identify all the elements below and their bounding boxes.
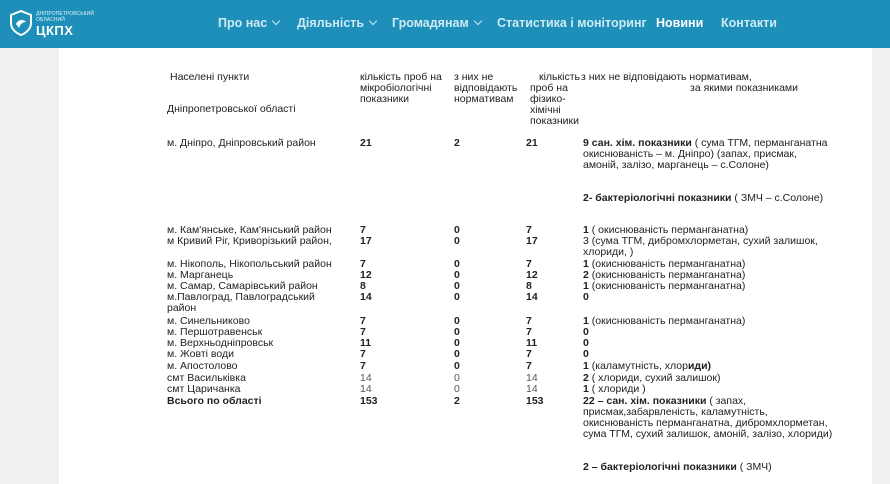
row-detail: 1 ( окиснюваність перманганатна) [583, 224, 749, 236]
row-micro: 14 [360, 383, 372, 395]
row-not-met: 0 [454, 315, 460, 327]
row-micro: 7 [360, 326, 366, 338]
header-micro: показники [360, 93, 410, 105]
header-chem: проб на [530, 82, 568, 94]
row-name: м Кривий Ріг, Криворізький район, [167, 235, 332, 247]
nav-label: Статистика і моніторинг [497, 16, 647, 30]
row-micro: 7 [360, 360, 366, 372]
nav-item-activity[interactable] [297, 16, 376, 30]
row-detail: 0 [583, 326, 589, 338]
row-micro: 11 [360, 337, 372, 349]
row-not-met: 0 [454, 258, 460, 270]
row-total-detail: окиснюваність перманганатна, дибромхлорметан, [583, 417, 828, 429]
row-name: м. Нікополь, Нікопольський район [167, 258, 332, 270]
row-not-met: 0 [454, 280, 460, 292]
nav-label: Громадянам [392, 16, 469, 30]
chevron-down-icon [369, 17, 377, 25]
logo-title: ЦКПХ [36, 23, 74, 38]
header-micro: кількість проб на [360, 71, 442, 83]
row-micro: 21 [360, 137, 372, 149]
header-not-met: відповідають [454, 82, 518, 94]
row-total-micro: 153 [360, 395, 378, 407]
row-name: м. Верхньодніпровськ [167, 337, 274, 349]
row-detail: амоній, залізо, марганець – с.Солоне) [583, 159, 769, 171]
row-micro: 14 [360, 372, 372, 384]
nav-item-about[interactable] [218, 16, 279, 30]
header-not-met: нормативам [454, 93, 514, 105]
row-chem: 14 [526, 372, 538, 384]
row-not-met: 0 [454, 372, 460, 384]
nav-label: Контакти [721, 16, 777, 30]
row-name: смт Царичанка [167, 383, 241, 395]
row-not-met: 0 [454, 383, 460, 395]
header-settlements: Населені пункти [170, 71, 250, 83]
row-name: м. Жовті води [167, 348, 234, 360]
row-chem: 7 [526, 326, 532, 338]
header-micro: мікробіологічні [360, 82, 432, 94]
row-detail: 9 сан. хім. показники ( сума ТГМ, перманганатна [583, 137, 828, 149]
row-detail: окиснюваність – м. Дніпро) (запах, присмак, [583, 148, 797, 160]
row-total-not-met: 2 [454, 395, 460, 407]
row-chem: 7 [526, 360, 532, 372]
row-detail: 3 (сума ТГМ, дибромхлорметан, сухий залишок, [583, 235, 818, 247]
header-which-indicators: з них не відповідають нормативам, [581, 71, 752, 83]
row-not-met: 2 [454, 137, 460, 149]
row-not-met: 0 [454, 291, 460, 303]
header-settlements-region: Дніпропетровської області [167, 103, 296, 115]
header-not-met: з них не [454, 71, 494, 83]
row-micro: 7 [360, 224, 366, 236]
row-detail-bacterio: 2- бактеріологічні показники ( ЗМЧ – с.Солоне) [583, 192, 824, 204]
nav-item-contacts[interactable] [721, 16, 777, 30]
row-name: смт Васильківка [167, 372, 246, 384]
nav-item-statistics[interactable] [497, 16, 647, 30]
row-name: м.Павлоград, Павлоградський [167, 291, 315, 303]
row-micro: 7 [360, 315, 366, 327]
row-not-met: 0 [454, 269, 460, 281]
row-detail: хлориди, ) [583, 246, 634, 258]
article-content [59, 48, 872, 484]
row-micro: 7 [360, 258, 366, 270]
row-detail: 1 (окиснюваність перманганатна) [583, 258, 746, 270]
row-detail: 1 (окиснюваність перманганатна) [583, 315, 746, 327]
row-chem: 8 [526, 280, 532, 292]
row-name: м. Першотравенськ [167, 326, 263, 338]
site-logo[interactable] [10, 8, 95, 40]
row-chem: 11 [526, 337, 538, 349]
row-not-met: 0 [454, 224, 460, 236]
row-detail: 1 ( хлориди ) [583, 383, 646, 395]
row-chem: 7 [526, 224, 532, 236]
top-navigation-bar [0, 0, 890, 48]
nav-item-news[interactable] [656, 16, 703, 30]
row-chem: 7 [526, 258, 532, 270]
row-total-name: Всього по області [167, 395, 262, 407]
row-micro: 8 [360, 280, 366, 292]
row-micro: 14 [360, 291, 372, 303]
row-chem: 21 [526, 137, 538, 149]
header-chem: фізико- [530, 93, 566, 105]
row-chem: 14 [526, 291, 538, 303]
row-total-detail-bacterio: 2 – бактеріологічні показники ( ЗМЧ) [583, 461, 772, 473]
row-not-met: 0 [454, 360, 460, 372]
row-detail: 0 [583, 291, 589, 303]
row-name: м. Апостолово [167, 360, 238, 372]
chevron-down-icon [473, 17, 481, 25]
row-detail: 0 [583, 337, 589, 349]
row-chem: 7 [526, 348, 532, 360]
row-chem: 12 [526, 269, 538, 281]
row-micro: 12 [360, 269, 372, 281]
row-total-chem: 153 [526, 395, 544, 407]
row-chem: 14 [526, 383, 538, 395]
logo-subtitle: ДНІПРОПЕТРОВСЬКИЙ ОБЛАСНИЙ [36, 11, 95, 23]
row-detail: 2 ( хлориди, сухий залишок) [583, 372, 721, 384]
header-which-indicators: за якими показниками [690, 82, 799, 94]
row-micro: 17 [360, 235, 372, 247]
nav-item-citizens[interactable] [392, 16, 481, 30]
row-total-detail: присмак,забарвленість, каламутність, [583, 406, 768, 418]
row-name: м. Кам'янське, Кам'янський район [167, 224, 332, 236]
header-chem: показники [530, 115, 580, 127]
nav-label: Про нас [218, 16, 268, 30]
row-total-detail: сума ТГМ, сухий залишок, амоній, залізо, хлориди) [583, 428, 833, 440]
logo-emblem-icon [10, 10, 32, 36]
header-chem: хімічні [530, 104, 561, 116]
row-not-met: 0 [454, 348, 460, 360]
header-chem: кількість [539, 71, 580, 83]
row-name: м. Марганець [167, 269, 234, 281]
row-detail: 2 (окиснюваність перманганатна) [583, 269, 746, 281]
row-name: м. Самар, Самарівський район [167, 280, 318, 292]
row-not-met: 0 [454, 235, 460, 247]
nav-label: Новини [656, 16, 704, 30]
row-total-detail: 22 – сан. хім. показники ( запах, [583, 395, 747, 407]
row-name: м. Синельниково [167, 315, 250, 327]
row-detail: 1 (каламутність, хлориди) [583, 360, 712, 372]
chevron-down-icon [272, 17, 280, 25]
row-detail: 1 (окиснюваність перманганатна) [583, 280, 746, 292]
row-not-met: 0 [454, 326, 460, 338]
row-name: район [167, 302, 197, 314]
row-not-met: 0 [454, 337, 460, 349]
nav-label: Діяльність [297, 16, 365, 30]
row-name: м. Дніпро, Дніпровський район [167, 137, 316, 149]
row-micro: 7 [360, 348, 366, 360]
row-chem: 7 [526, 315, 532, 327]
row-chem: 17 [526, 235, 538, 247]
row-detail: 0 [583, 348, 589, 360]
